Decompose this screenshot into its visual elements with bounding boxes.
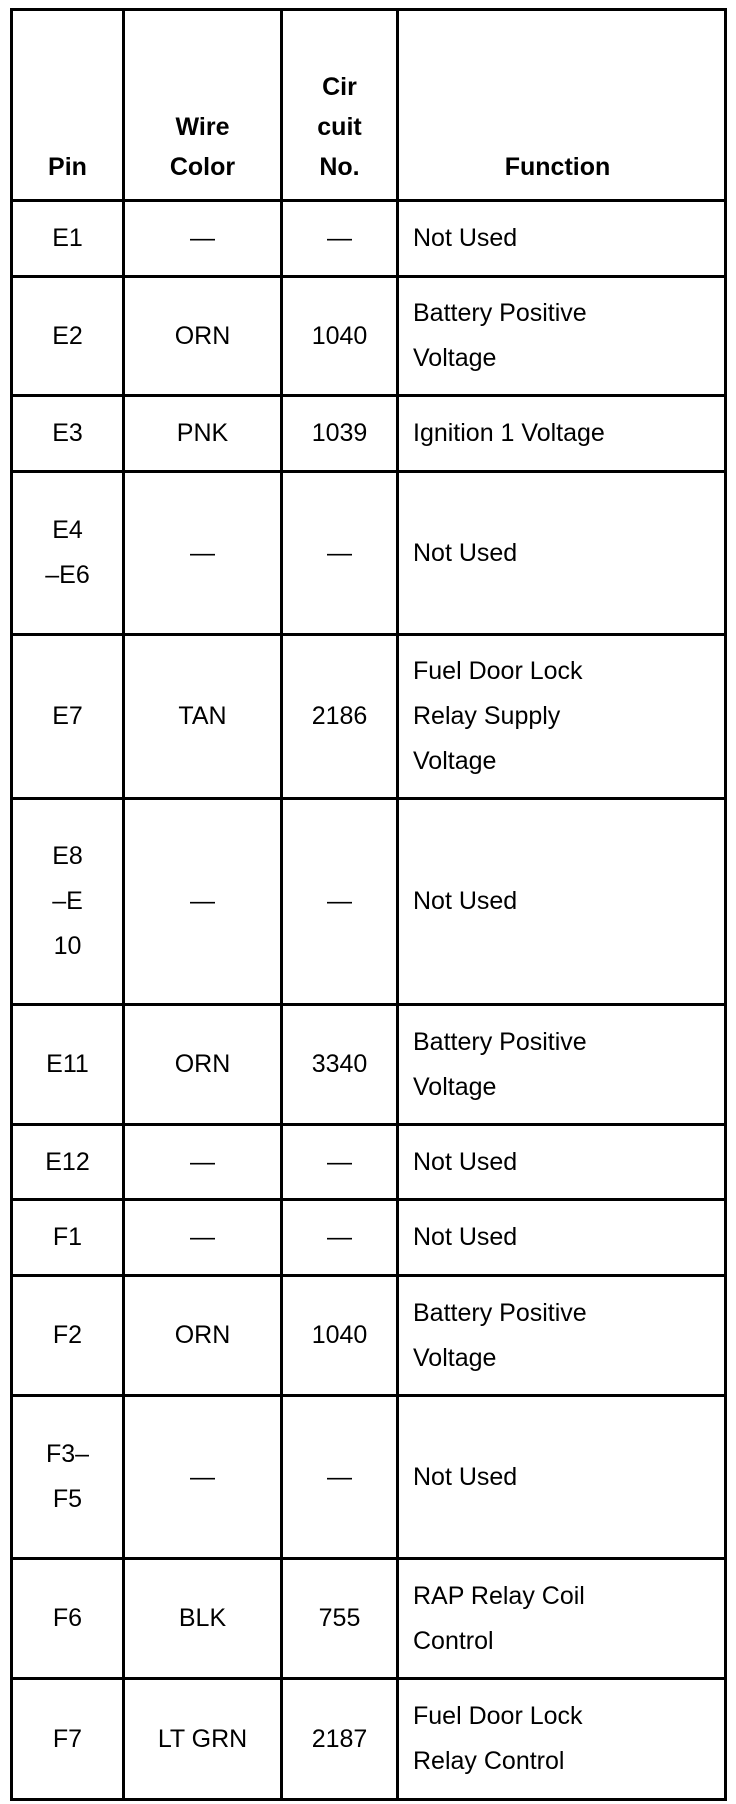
circuit-cell: 2187 [282,1679,398,1800]
table-row [12,799,726,1005]
wire-color-cell: ORN [124,1005,282,1125]
pin-cell: E4 –E6 [12,472,124,635]
table-row [12,1276,726,1396]
circuit-cell: — [282,799,398,1005]
wire-color-cell: ORN [124,277,282,396]
circuit-cell: 1040 [282,277,398,396]
function-cell: Not Used [398,799,726,1005]
wire-color-cell: — [124,1125,282,1200]
table-body [12,201,726,1800]
function-cell: Not Used [398,201,726,277]
pin-cell: E12 [12,1125,124,1200]
pin-cell: F7 [12,1679,124,1800]
circuit-cell: — [282,1200,398,1276]
table-row [12,635,726,799]
circuit-cell: — [282,1396,398,1559]
function-cell: Not Used [398,1396,726,1559]
function-cell: Battery Positive Voltage [398,1276,726,1396]
table-row [12,1005,726,1125]
function-cell: Not Used [398,472,726,635]
wire-color-cell: — [124,799,282,1005]
circuit-cell: 1040 [282,1276,398,1396]
function-cell: Battery Positive Voltage [398,1005,726,1125]
header-function: Function [398,10,726,201]
function-cell: Battery Positive Voltage [398,277,726,396]
pin-cell: E8 –E 10 [12,799,124,1005]
pin-cell: F3– F5 [12,1396,124,1559]
wire-color-cell: ORN [124,1276,282,1396]
table-row [12,1396,726,1559]
function-cell: Fuel Door Lock Relay Supply Voltage [398,635,726,799]
table-row [12,472,726,635]
header-circuit-no: Cir cuit No. [282,10,398,201]
pin-cell: F6 [12,1559,124,1679]
circuit-cell: 1039 [282,396,398,472]
pin-cell: F1 [12,1200,124,1276]
circuit-cell: 755 [282,1559,398,1679]
table-row [12,201,726,277]
function-cell: Not Used [398,1125,726,1200]
wire-color-cell: PNK [124,396,282,472]
table-row [12,277,726,396]
function-cell: Fuel Door Lock Relay Control [398,1679,726,1800]
table-row [12,1200,726,1276]
wire-color-cell: — [124,1200,282,1276]
circuit-cell: — [282,1125,398,1200]
pin-cell: E11 [12,1005,124,1125]
wire-color-cell: — [124,472,282,635]
wire-color-cell: LT GRN [124,1679,282,1800]
connector-pinout-table [10,8,727,1801]
wire-color-cell: — [124,201,282,277]
header-pin: Pin [12,10,124,201]
wire-color-cell: TAN [124,635,282,799]
pin-cell: E3 [12,396,124,472]
table-row [12,396,726,472]
circuit-cell: — [282,201,398,277]
circuit-cell: 3340 [282,1005,398,1125]
function-cell: Not Used [398,1200,726,1276]
table-row [12,1559,726,1679]
function-cell: RAP Relay Coil Control [398,1559,726,1679]
table-row [12,1679,726,1800]
pin-cell: E7 [12,635,124,799]
function-cell: Ignition 1 Voltage [398,396,726,472]
pin-cell: E2 [12,277,124,396]
table-row [12,1125,726,1200]
table-header [12,10,726,201]
pin-cell: F2 [12,1276,124,1396]
circuit-cell: — [282,472,398,635]
circuit-cell: 2186 [282,635,398,799]
wire-color-cell: — [124,1396,282,1559]
wire-color-cell: BLK [124,1559,282,1679]
header-wire-color: Wire Color [124,10,282,201]
pin-cell: E1 [12,201,124,277]
header-row [12,10,726,201]
